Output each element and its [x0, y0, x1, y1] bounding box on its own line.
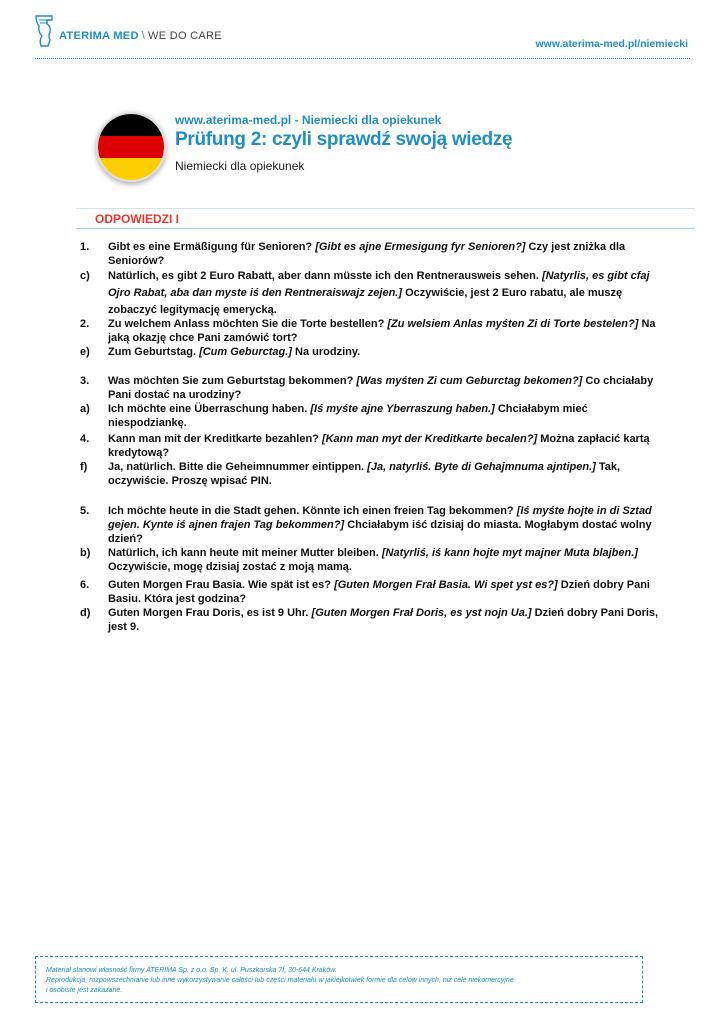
section-divider-bottom	[76, 228, 695, 229]
question-polish: Na jaką okazję chce Pani zamówić tort?	[108, 318, 656, 344]
question-row	[80, 240, 660, 268]
answer-row	[80, 268, 660, 319]
footer-line-2: Reprodukcja, rozpowszechnianie lub inne wykorzystywanie całości lub części materiału w jakiejkolwiek formie dla celów innych, niż cele niekomercyjne	[46, 977, 514, 984]
question-german: Zu welchem Anlass möchten Sie die Torte bestellen?	[108, 318, 385, 330]
answer-pronunciation: [Cum Geburctag.]	[199, 346, 292, 358]
answer-row	[80, 606, 660, 634]
question-german: Guten Morgen Frau Basia. Wie spät ist es?	[108, 579, 332, 591]
section-divider-top	[76, 208, 695, 209]
question-number: 1.	[80, 241, 90, 253]
question-pronunciation: [Zu welsiem Anlas myśten Zi di Torte bestelen?]	[387, 318, 639, 330]
header-url-link[interactable]: www.aterima-med.pl/niemiecki	[535, 38, 688, 50]
answer-pronunciation: [Iś myśte ajne Yberraszung haben.]	[310, 403, 495, 415]
site-line: www.aterima-med.pl - Niemiecki dla opiekunek	[175, 113, 442, 127]
qa-block-1	[80, 240, 660, 319]
question-pronunciation: [Guten Morgen Frał Basia. Wi spet yst es?]	[334, 579, 558, 591]
question-pronunciation: [Gibt es ajne Ermesigung fyr Senioren?]	[315, 241, 526, 253]
answer-pronunciation: [Guten Morgen Frał Doris, es yst nojn Ua.]	[311, 607, 532, 619]
flag-stripe-red	[98, 136, 164, 158]
qa-block-2	[80, 317, 660, 359]
answer-german: Guten Morgen Frau Doris, es ist 9 Uhr.	[108, 607, 309, 619]
answer-letter: b)	[80, 547, 91, 559]
question-row	[80, 578, 660, 606]
header-divider	[35, 58, 690, 59]
answer-polish: Dzień dobry Pani Doris, jest 9.	[108, 607, 659, 633]
answer-polish: Oczywiście, mogę dzisiaj zostać z moją mamą.	[108, 561, 352, 573]
qa-block-5	[80, 504, 660, 574]
german-flag-icon	[96, 112, 166, 182]
question-german: Kann man mit der Kreditkarte bezahlen?	[108, 433, 319, 445]
footer-copyright	[46, 966, 606, 996]
answer-letter: f)	[80, 461, 88, 473]
question-number: 6.	[80, 579, 90, 591]
question-row	[80, 374, 660, 402]
brand-name: ATERIMA MED	[59, 30, 139, 42]
question-number: 3.	[80, 375, 90, 387]
question-polish: Chciałabym iść dzisiaj do miasta. Mogłabym dostać wolny dzień?	[108, 519, 652, 545]
answer-row	[80, 546, 660, 574]
title-block	[175, 113, 512, 173]
answer-polish: Na urodziny.	[295, 346, 361, 358]
flag-stripe-gold	[98, 158, 164, 180]
page-header	[0, 0, 725, 60]
question-number: 5.	[80, 505, 90, 517]
answer-letter: e)	[80, 346, 90, 358]
answer-row	[80, 402, 660, 430]
answer-polish: Oczywiście, jest 2 Euro rabatu, ale muszę zobaczyć legitymację emerycką.	[108, 287, 623, 316]
page-title: Prüfung 2: czyli sprawdź swoją wiedzę	[175, 129, 513, 150]
brand-tagline: WE DO CARE	[148, 30, 222, 42]
question-pronunciation: [Was myśten Zi cum Geburctag bekomen?]	[356, 375, 583, 387]
answer-polish: Chciałabym mieć niespodziankę.	[108, 403, 588, 429]
question-german: Was möchten Sie zum Geburtstag bekommen?	[108, 375, 354, 387]
qa-block-6	[80, 578, 660, 634]
section-heading: ODPOWIEDZI I	[95, 212, 179, 226]
question-number: 4.	[80, 433, 90, 445]
question-number: 2.	[80, 318, 90, 330]
answer-row	[80, 345, 660, 359]
question-row	[80, 317, 660, 345]
footer-line-3: i osobiste jest zakazane.	[46, 987, 123, 994]
question-german: Ich möchte heute in die Stadt gehen. Könnte ich einen freien Tag bekommen?	[108, 505, 514, 517]
flag-stripe-black	[98, 114, 164, 136]
question-polish: Można zapłacić kartą kredytową?	[108, 433, 650, 459]
qa-block-3	[80, 374, 660, 430]
question-pronunciation: [Iś myśte hojte in di Sztad gejen. Kynte iś ajnen frajen Tag bekommen?]	[108, 505, 652, 531]
answer-german: Ja, natürlich. Bitte die Geheimnummer eintippen.	[108, 461, 365, 473]
question-row	[80, 432, 660, 460]
answer-pronunciation: [Natyrliś, iś kann hojte myt majner Muta blajben.]	[381, 547, 638, 559]
answer-pronunciation: [Ja, natyrliś. Byte di Gehajmnuma ajntipen.]	[367, 461, 596, 473]
answer-polish: Tak, oczywiście. Proszę wpisać PIN.	[108, 461, 621, 487]
aterima-logo: ATERIMA MED \ WE DO CARE	[33, 14, 222, 48]
question-polish: Dzień dobry Pani Basiu. Która jest godzina?	[108, 579, 650, 605]
logo-face-icon	[33, 14, 55, 48]
question-pronunciation: [Kann man myt der Kreditkarte becalen?]	[321, 433, 538, 445]
qa-block-4	[80, 432, 660, 488]
answer-german: Zum Geburtstag.	[108, 346, 197, 358]
answer-german: Natürlich, ich kann heute mit meiner Mutter bleiben.	[108, 547, 379, 559]
answer-letter: a)	[80, 403, 90, 415]
question-polish: Czy jest zniżka dla Seniorów?	[108, 241, 626, 267]
answer-pronunciation: [Natyrlis, es gibt cfaj Ojro Rabat, aba dan myste iś den Rentneraiswajz zejen.]	[108, 270, 650, 299]
answer-german: Ich möchte eine Überraschung haben.	[108, 403, 308, 415]
answer-letter: c)	[80, 270, 90, 282]
page-subtitle: Niemiecki dla opiekunek	[175, 159, 305, 173]
footer-line-1: Materiał stanowi własność firmy ATERIMA Sp. z o.o. Sp. K. ul. Puszkarska 7f, 30-644 Kraków.	[46, 967, 337, 974]
question-polish: Co chciałaby Pani dostać na urodziny?	[108, 375, 654, 401]
answer-letter: d)	[80, 607, 91, 619]
answer-row	[80, 460, 660, 488]
question-row	[80, 504, 660, 546]
answer-german: Natürlich, es gibt 2 Euro Rabatt, aber dann müsste ich den Rentnerausweis sehen.	[108, 270, 539, 282]
question-german: Gibt es eine Ermäßigung für Senioren?	[108, 241, 313, 253]
